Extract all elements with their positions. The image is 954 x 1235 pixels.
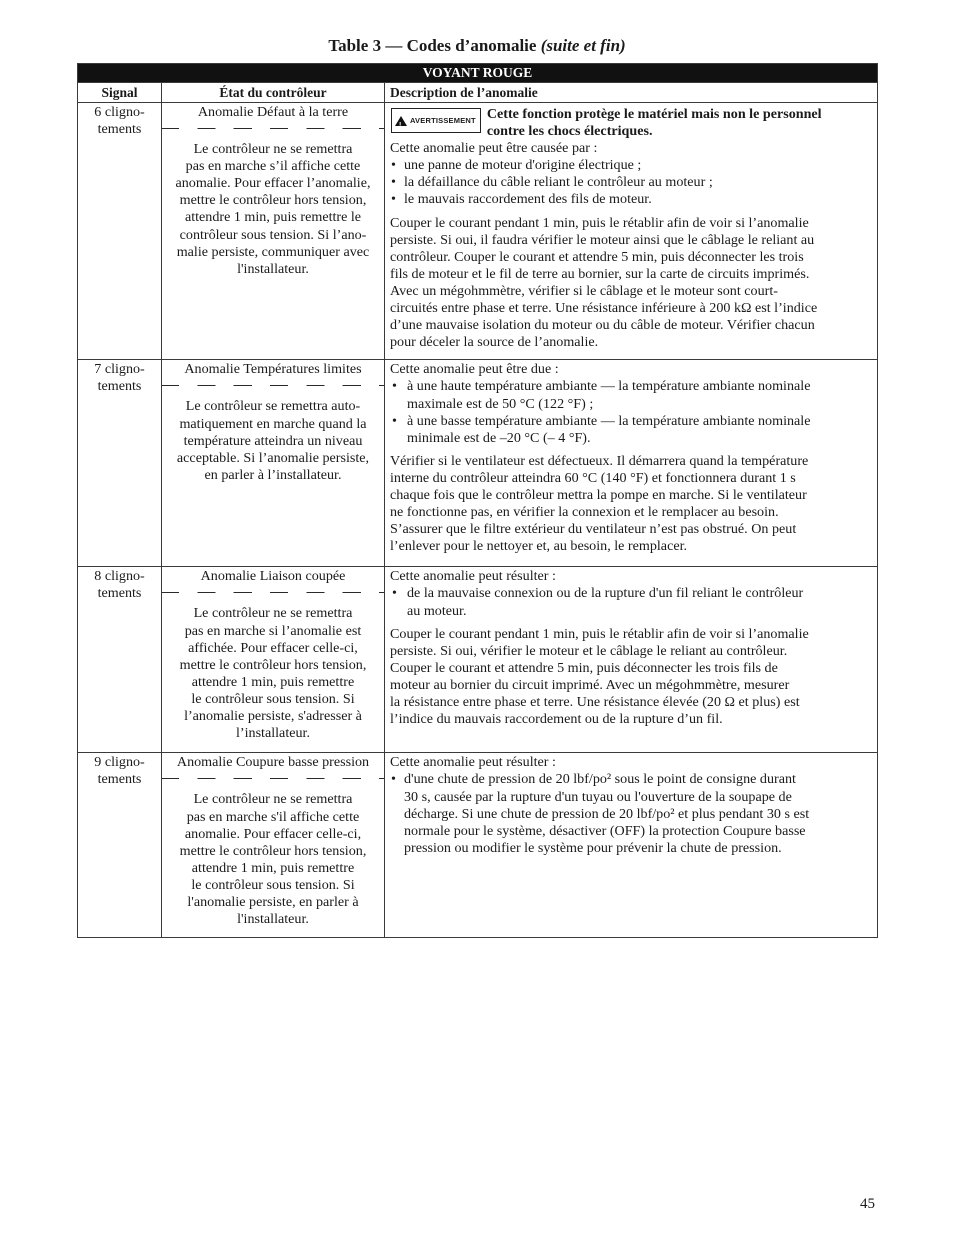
signal-cell xyxy=(78,360,162,567)
signal-line: tements xyxy=(97,585,142,602)
cause-intro: Cette anomalie peut résulter : xyxy=(390,568,556,585)
list-item: • la défaillance du câble reliant le contrôleur au moteur ; xyxy=(390,174,872,191)
state-cell xyxy=(162,360,385,567)
description-cell xyxy=(385,753,878,938)
header-description: Description de l’anomalie xyxy=(385,83,878,103)
table-row xyxy=(78,103,878,360)
warning-label: AVERTISSEMENT xyxy=(410,116,476,125)
description-cell xyxy=(385,360,878,567)
state-cell xyxy=(162,567,385,753)
warning-triangle-icon xyxy=(395,116,407,126)
fault-codes-table xyxy=(77,63,878,938)
cause-list xyxy=(390,378,872,446)
cause-intro: Cette anomalie peut être causée par : xyxy=(390,140,598,157)
signal-line: 7 cligno- xyxy=(94,361,145,378)
signal-line: 9 cligno- xyxy=(94,754,145,771)
action-text: Couper le courant pendant 1 min, puis le rétablir afin de voir si l’anomalie persiste. Si oui, il faudra vérifier le moteur ainsi que le câblage le reliant au contrôleur. Couper le courant et attendre 5 min, puis déconnecter les trois fils de moteur et le fil de terre au bornier, sur la carte de circuits imprimés. Avec un mégohmmètre, vérifier si le câblage et le moteur sont court- circuités entre phase et terre. Une résistance inférieure à 200 kΩ est l’indice d’une mauvaise isolation du moteur ou du câble de moteur. Vérifier chacun pour déceler la source de l’anomalie. xyxy=(390,214,818,351)
cause-intro: Cette anomalie peut résulter : xyxy=(390,754,556,771)
dashed-divider xyxy=(162,592,384,593)
page-title xyxy=(0,36,954,56)
state-text: Le contrôleur ne se remettra pas en marche si l’anomalie est affichée. Pour effacer celle-ci, mettre le contrôleur hors tension, attendre 1 min, puis remettre le contrôleur sous tension. Si l’anomalie persiste, s'adresser à l’installateur. xyxy=(179,605,367,742)
state-text: Le contrôleur se remettra auto- matiquement en marche quand la température atteindra un niveau acceptable. Si l’anomalie persiste, en parler à l’installateur. xyxy=(176,398,370,483)
signal-line: tements xyxy=(97,121,142,138)
dashed-divider xyxy=(162,128,384,129)
state-title: Anomalie Coupure basse pression xyxy=(176,754,370,771)
title-main: Table 3 — Codes d’anomalie xyxy=(328,36,541,55)
table-row xyxy=(78,360,878,567)
title-suffix: (suite et fin) xyxy=(540,36,626,55)
signal-line: 6 cligno- xyxy=(94,104,145,120)
signal-line: tements xyxy=(97,771,142,788)
list-item: • à une haute température ambiante — la température ambiante nominale maximale est de 50 °C (122 °F) ; xyxy=(390,378,872,412)
description-cell xyxy=(385,103,878,360)
description-cell xyxy=(385,567,878,753)
warning-badge xyxy=(391,108,481,133)
cause-list xyxy=(390,585,872,619)
table-banner: VOYANT ROUGE xyxy=(78,64,878,83)
dashed-divider xyxy=(162,778,384,779)
page-number: 45 xyxy=(860,1196,875,1212)
table-row xyxy=(78,567,878,753)
action-text: Couper le courant pendant 1 min, puis le rétablir afin de voir si l’anomalie persiste. Si oui, vérifier le moteur et le câblage le reliant au contrôleur. Couper le courant et attendre 5 min, puis déconnecter les trois fils de moteur au bornier du circuit imprimé. Avec un mégohmmètre, mesurer la résistance entre phase et terre. Une résistance élevée (20 Ω et plus) est l’indice du mauvais raccordement ou de la rupture d’un fil. xyxy=(390,625,809,728)
list-item: • le mauvais raccordement des fils de moteur. xyxy=(390,191,872,208)
table-row xyxy=(78,753,878,938)
state-cell xyxy=(162,753,385,938)
signal-cell xyxy=(78,103,162,360)
list-item: • d'une chute de pression de 20 lbf/po² sous le point de consigne durant 30 s, causée par la rupture d'un tuyau ou l'ouverture de la soupape de décharge. Si une chute de pression de 20 lbf/po² et plus pendant 30 s est normale pour le système, désactiver (OFF) la protection Coupure basse pression ou modifier le système pour prévenir la chute de pression. xyxy=(390,771,872,856)
cause-intro: Cette anomalie peut être due : xyxy=(390,361,559,378)
dashed-divider xyxy=(162,385,384,386)
cause-list xyxy=(390,157,872,208)
cause-list xyxy=(390,771,872,856)
state-title: Anomalie Températures limites xyxy=(184,361,362,378)
header-state: État du contrôleur xyxy=(162,83,385,103)
state-text: Le contrôleur ne se remettra pas en marche s'il affiche cette anomalie. Pour effacer celle-ci, mettre le contrôleur hors tension, attendre 1 min, puis remettre le contrôleur sous tension. Si l'anomalie persiste, en parler à l'installateur. xyxy=(179,791,367,928)
warning-block xyxy=(390,106,872,140)
signal-line: tements xyxy=(97,378,142,395)
state-title: Anomalie Liaison coupée xyxy=(200,568,346,585)
header-signal: Signal xyxy=(78,83,162,103)
signal-cell xyxy=(78,567,162,753)
state-text: Le contrôleur ne se remettra pas en marche s’il affiche cette anomalie. Pour effacer l’anomalie, mettre le contrôleur hors tension, attendre 1 min, puis remettre le contrôleur sous tension. Si l’ano- malie persiste, communiquer avec l'installateur. xyxy=(175,141,371,277)
action-text: Vérifier si le ventilateur est défectueux. Il démarrera quand la température interne du contrôleur atteindra 60 °C (140 °F) et fonctionnera durant 1 s chaque fois que le contrôleur mettra la pompe en marche. Si le ventilateur ne fonctionne pas, en vérifier la connexion et le remplacer au besoin. S’assurer que le filtre extérieur du ventilateur n’est pas obstrué. On peut l’enlever pour le nettoyer et, au besoin, le remplacer. xyxy=(390,452,809,555)
list-item: • à une basse température ambiante — la température ambiante nominale minimale est de –20 °C (– 4 °F). xyxy=(390,413,872,447)
warning-text: Cette fonction protège le matériel mais non le personnel contre les chocs électriques. xyxy=(486,106,822,140)
list-item: • de la mauvaise connexion ou de la rupture d'un fil reliant le contrôleur au moteur. xyxy=(390,585,872,619)
state-cell xyxy=(162,103,385,360)
list-item: • une panne de moteur d'origine électrique ; xyxy=(390,157,872,174)
signal-cell xyxy=(78,753,162,938)
state-title: Anomalie Défaut à la terre xyxy=(197,104,349,120)
signal-line: 8 cligno- xyxy=(94,568,145,585)
